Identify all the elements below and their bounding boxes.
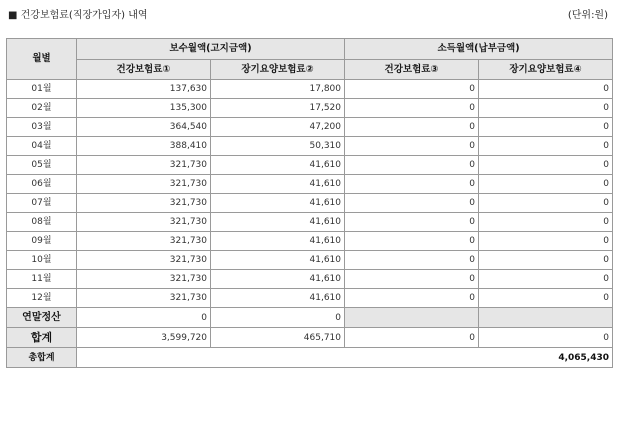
month-cell: 12월 (7, 289, 77, 308)
health-income-cell: 0 (345, 137, 479, 156)
ltc-income-cell: 0 (479, 232, 613, 251)
month-cell: 08월 (7, 213, 77, 232)
total-ltc-income: 0 (479, 328, 613, 348)
health-income-cell: 0 (345, 175, 479, 194)
month-cell: 09월 (7, 232, 77, 251)
month-column-header: 월별 (7, 39, 77, 80)
report-header (8, 8, 610, 24)
table-row (7, 118, 613, 137)
ltc-pay-cell: 41,610 (211, 251, 345, 270)
month-cell: 03월 (7, 118, 77, 137)
health-pay-cell: 135,300 (77, 99, 211, 118)
ltc-pay-cell: 17,520 (211, 99, 345, 118)
ltc-income-cell: 0 (479, 289, 613, 308)
month-cell: 02월 (7, 99, 77, 118)
ltc-income-cell: 0 (479, 270, 613, 289)
health-pay-cell: 321,730 (77, 289, 211, 308)
ltc-pay-cell: 47,200 (211, 118, 345, 137)
month-cell: 05월 (7, 156, 77, 175)
ltc-income-cell: 0 (479, 80, 613, 99)
health-income-cell: 0 (345, 289, 479, 308)
table-header (7, 39, 613, 80)
table-row (7, 270, 613, 289)
health-pay-cell: 321,730 (77, 156, 211, 175)
health-pay-cell: 321,730 (77, 194, 211, 213)
settlement-empty-cell (479, 308, 613, 328)
ltc-pay-cell: 41,610 (211, 289, 345, 308)
table-row (7, 213, 613, 232)
table-row (7, 99, 613, 118)
total-row (7, 328, 613, 348)
health-pay-cell: 321,730 (77, 251, 211, 270)
total-label: 합계 (7, 328, 77, 348)
health-pay-column-header: 건강보험료① (77, 60, 211, 80)
ltc-pay-cell: 41,610 (211, 156, 345, 175)
table-row (7, 251, 613, 270)
ltc-pay-cell: 41,610 (211, 270, 345, 289)
settlement-empty-cell (345, 308, 479, 328)
unit-label: (단위:원) (567, 10, 608, 21)
ltc-pay-cell: 17,800 (211, 80, 345, 99)
ltc-income-cell: 0 (479, 251, 613, 270)
health-pay-cell: 321,730 (77, 232, 211, 251)
ltc-income-cell: 0 (479, 213, 613, 232)
health-pay-cell: 321,730 (77, 270, 211, 289)
table-row (7, 232, 613, 251)
month-cell: 07월 (7, 194, 77, 213)
pay-group-header: 보수월액(고지금액) (77, 39, 345, 60)
health-income-cell: 0 (345, 232, 479, 251)
total-ltc-pay: 465,710 (211, 328, 345, 348)
grand-total-value: 4,065,430 (77, 348, 613, 368)
health-income-cell: 0 (345, 270, 479, 289)
health-income-cell: 0 (345, 251, 479, 270)
table-row (7, 80, 613, 99)
ltc-income-column-header: 장기요양보험료④ (479, 60, 613, 80)
grand-total-row (7, 348, 613, 368)
health-income-cell: 0 (345, 194, 479, 213)
ltc-income-cell: 0 (479, 194, 613, 213)
grand-total-label: 총합계 (7, 348, 77, 368)
settlement-label: 연말정산 (7, 308, 77, 328)
health-income-cell: 0 (345, 118, 479, 137)
table-row (7, 137, 613, 156)
ltc-income-cell: 0 (479, 175, 613, 194)
table-row (7, 175, 613, 194)
table-body (7, 80, 613, 368)
header-row-group (7, 39, 613, 60)
health-pay-cell: 321,730 (77, 175, 211, 194)
table-row (7, 194, 613, 213)
table-row (7, 156, 613, 175)
report-title: ■ 건강보험료(직장가입자) 내역 (8, 10, 148, 21)
health-income-column-header: 건강보험료③ (345, 60, 479, 80)
month-cell: 01월 (7, 80, 77, 99)
total-health-pay: 3,599,720 (77, 328, 211, 348)
ltc-income-cell: 0 (479, 118, 613, 137)
month-cell: 11월 (7, 270, 77, 289)
health-income-cell: 0 (345, 213, 479, 232)
table-row (7, 289, 613, 308)
month-cell: 10월 (7, 251, 77, 270)
ltc-income-cell: 0 (479, 156, 613, 175)
ltc-income-cell: 0 (479, 99, 613, 118)
ltc-pay-cell: 41,610 (211, 213, 345, 232)
total-health-income: 0 (345, 328, 479, 348)
health-pay-cell: 137,630 (77, 80, 211, 99)
month-cell: 06월 (7, 175, 77, 194)
health-pay-cell: 388,410 (77, 137, 211, 156)
ltc-pay-column-header: 장기요양보험료② (211, 60, 345, 80)
ltc-pay-cell: 50,310 (211, 137, 345, 156)
ltc-pay-cell: 41,610 (211, 232, 345, 251)
ltc-pay-cell: 41,610 (211, 194, 345, 213)
health-pay-cell: 364,540 (77, 118, 211, 137)
income-group-header: 소득월액(납부금액) (345, 39, 613, 60)
health-income-cell: 0 (345, 80, 479, 99)
settlement-ltc-pay: 0 (211, 308, 345, 328)
health-income-cell: 0 (345, 156, 479, 175)
health-pay-cell: 321,730 (77, 213, 211, 232)
ltc-income-cell: 0 (479, 137, 613, 156)
settlement-row (7, 308, 613, 328)
month-cell: 04월 (7, 137, 77, 156)
health-insurance-table (6, 38, 613, 368)
health-income-cell: 0 (345, 99, 479, 118)
settlement-health-pay: 0 (77, 308, 211, 328)
ltc-pay-cell: 41,610 (211, 175, 345, 194)
header-row-columns (7, 60, 613, 80)
